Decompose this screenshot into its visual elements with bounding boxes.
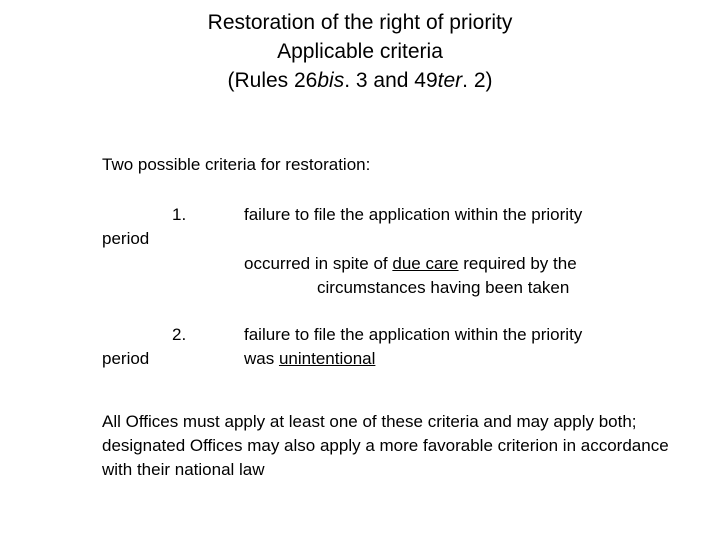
title-rules-mid: . 3 and 49 [344,69,438,92]
title-line-1: Restoration of the right of priority [207,11,513,34]
criterion-2-number: 2. [172,325,187,344]
criterion-2-line-1: failure to file the application within the priority [244,325,583,344]
due-care-text: due care [392,254,459,273]
title-line-3 [0,66,720,95]
unintentional-text: unintentional [278,349,376,368]
criterion-2-line-2 [244,348,375,370]
criterion-2-period: period [102,349,150,368]
criterion-1-line-2-prefix: occurred in spite of [244,254,393,273]
slide-title [0,8,720,95]
title-rules-bis: bis [317,69,345,92]
intro-text: Two possible criteria for restoration: [102,155,371,174]
criterion-1-number: 1. [172,205,187,224]
criterion-1-line-2-suffix: required by the [458,254,577,273]
title-rules-suffix: . 2) [462,69,493,92]
criterion-1-line-2 [244,253,577,275]
closing-paragraph: All Offices must apply at least one of these criteria and may apply both; designated Offices may also apply a more favorable criterion in accordance with their national law [102,412,669,479]
criterion-1-line-3: circumstances having been taken [317,278,570,297]
criterion-2-line-2-prefix: was [244,349,279,368]
criterion-1-period: period [102,229,150,248]
criterion-1-line-1: failure to file the application within the priority [244,205,583,224]
title-line-2: Applicable criteria [277,40,443,63]
title-rules-prefix: (Rules 26 [227,69,318,92]
title-rules-ter: ter [437,69,463,92]
